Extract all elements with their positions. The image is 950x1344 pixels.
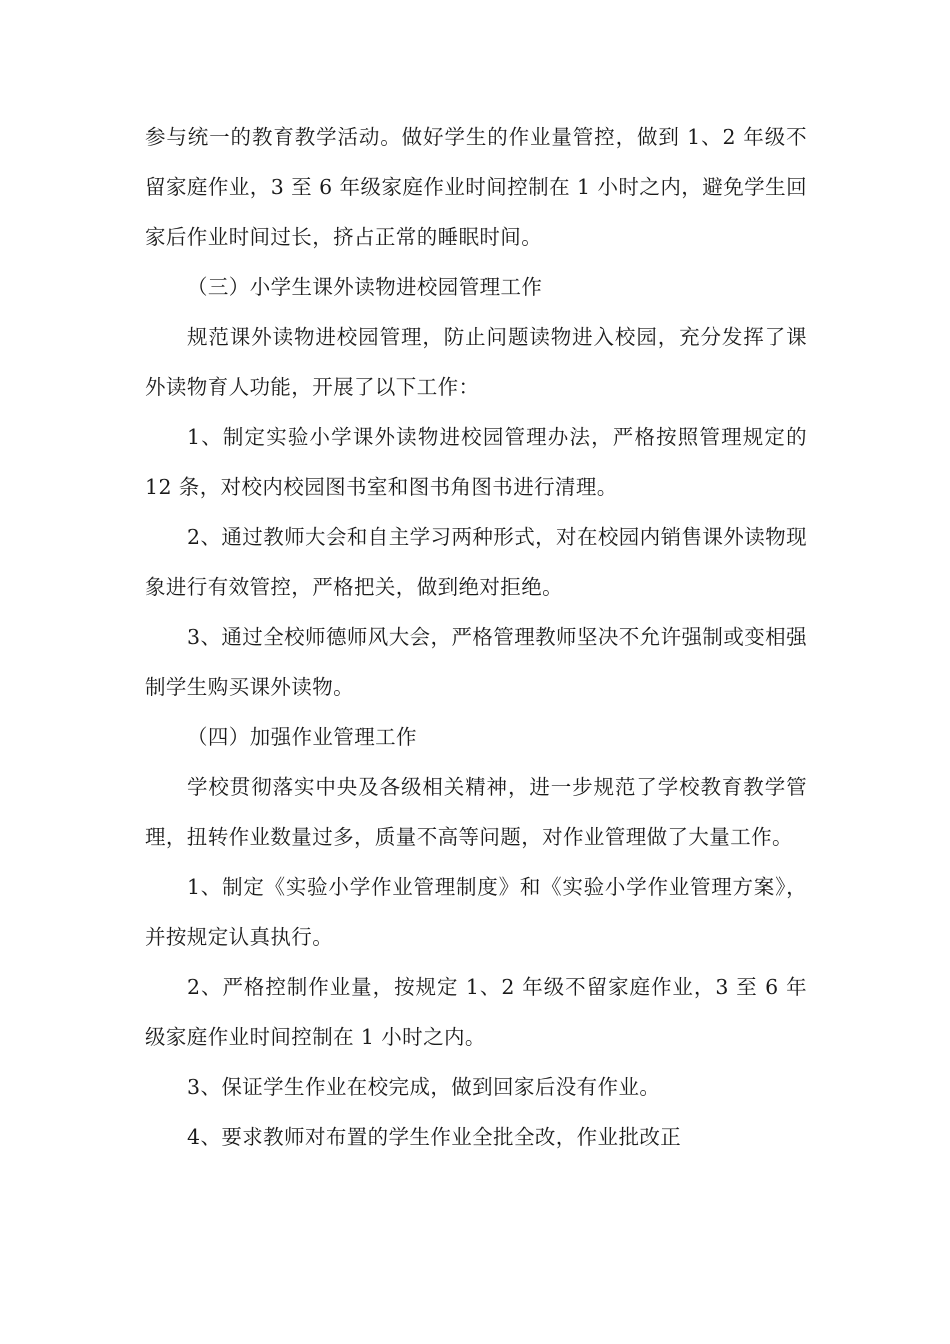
document-body xyxy=(145,112,807,1162)
list-item-homework-1: 1、制定《实验小学作业管理制度》和《实验小学作业管理方案》，并按规定认真执行。 xyxy=(145,875,807,949)
list-item-homework-4: 4、要求教师对布置的学生作业全批全改，作业批改正 xyxy=(187,1125,682,1149)
list-item-reading-3: 3、通过全校师德师风大会，严格管理教师坚决不允许强制或变相强制学生购买课外读物。 xyxy=(145,625,807,699)
section-heading-4: （四）加强作业管理工作 xyxy=(187,725,417,749)
section-heading-3: （三）小学生课外读物进校园管理工作 xyxy=(187,275,543,299)
paragraph-reading-intro: 规范课外读物进校园管理，防止问题读物进入校园，充分发挥了课外读物育人功能，开展了以下工作： xyxy=(145,325,807,399)
list-item-homework-3: 3、保证学生作业在校完成，做到回家后没有作业。 xyxy=(187,1075,661,1099)
list-item-reading-1: 1、制定实验小学课外读物进校园管理办法，严格按照管理规定的 12 条，对校内校园图书室和图书角图书进行清理。 xyxy=(145,425,807,499)
paragraph-homework-intro: 学校贯彻落实中央及各级相关精神，进一步规范了学校教育教学管理，扭转作业数量过多，质量不高等问题，对作业管理做了大量工作。 xyxy=(145,775,807,849)
list-item-reading-2: 2、通过教师大会和自主学习两种形式，对在校园内销售课外读物现象进行有效管控，严格把关，做到绝对拒绝。 xyxy=(145,525,807,599)
list-item-homework-2: 2、严格控制作业量，按规定 1、2 年级不留家庭作业，3 至 6 年级家庭作业时间控制在 1 小时之内。 xyxy=(145,975,807,1049)
paragraph-continuation: 参与统一的教育教学活动。做好学生的作业量管控，做到 1、2 年级不留家庭作业，3 至 6 年级家庭作业时间控制在 1 小时之内，避免学生回家后作业时间过长，挤占正常的睡眠时间。 xyxy=(145,125,807,249)
